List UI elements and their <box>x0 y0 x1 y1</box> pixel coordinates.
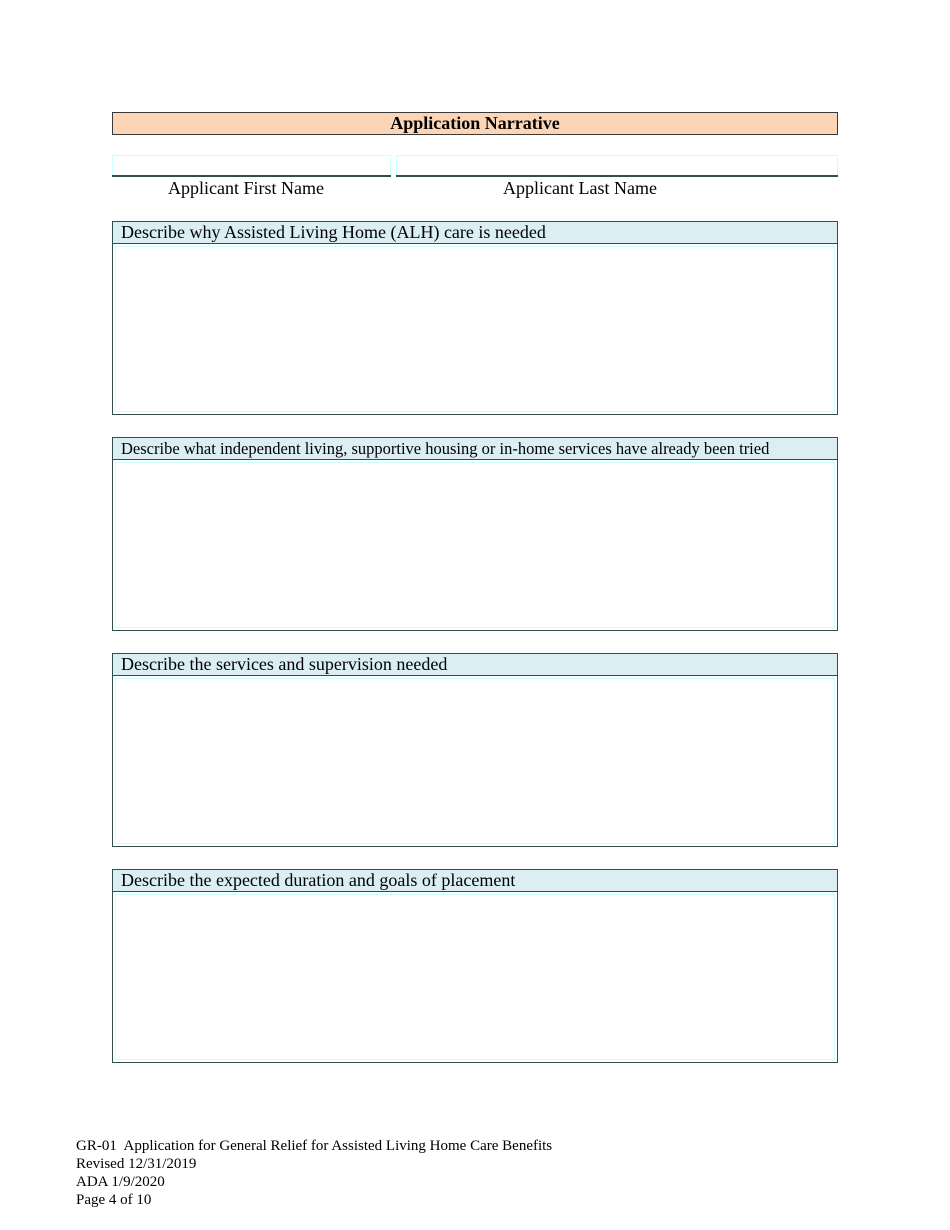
applicant-last-name-field[interactable] <box>396 155 838 175</box>
page-footer <box>76 1137 552 1209</box>
footer-page-number: Page 4 of 10 <box>76 1192 152 1208</box>
section-header: Describe the services and supervision needed <box>113 654 837 676</box>
section-services-supervision-needed <box>112 653 838 847</box>
section-body <box>113 892 837 1062</box>
services-supervision-needed-textarea[interactable] <box>115 678 835 844</box>
page-title: Application Narrative <box>112 112 838 135</box>
section-header: Describe what independent living, supportive housing or in-home services have already been tried <box>113 438 837 460</box>
applicant-first-name-input[interactable] <box>113 156 390 175</box>
footer-ada-date: ADA 1/9/2020 <box>76 1174 165 1190</box>
applicant-first-name-label: Applicant First Name <box>168 178 324 198</box>
section-body <box>113 244 837 414</box>
alh-care-needed-textarea[interactable] <box>115 246 835 412</box>
services-already-tried-textarea[interactable] <box>115 462 835 628</box>
footer-revised-date: Revised 12/31/2019 <box>76 1156 197 1172</box>
section-duration-goals <box>112 869 838 1063</box>
applicant-last-name-label: Applicant Last Name <box>503 178 657 198</box>
section-header: Describe why Assisted Living Home (ALH) care is needed <box>113 222 837 244</box>
section-services-already-tried <box>112 437 838 631</box>
section-body <box>113 676 837 846</box>
applicant-first-name-field[interactable] <box>112 155 391 175</box>
section-alh-care-needed <box>112 221 838 415</box>
duration-goals-textarea[interactable] <box>115 894 835 1060</box>
footer-form-title: GR-01 Application for General Relief for Assisted Living Home Care Benefits <box>76 1138 553 1154</box>
section-body <box>113 460 837 630</box>
section-header: Describe the expected duration and goals of placement <box>113 870 837 892</box>
applicant-last-name-input[interactable] <box>397 156 837 175</box>
